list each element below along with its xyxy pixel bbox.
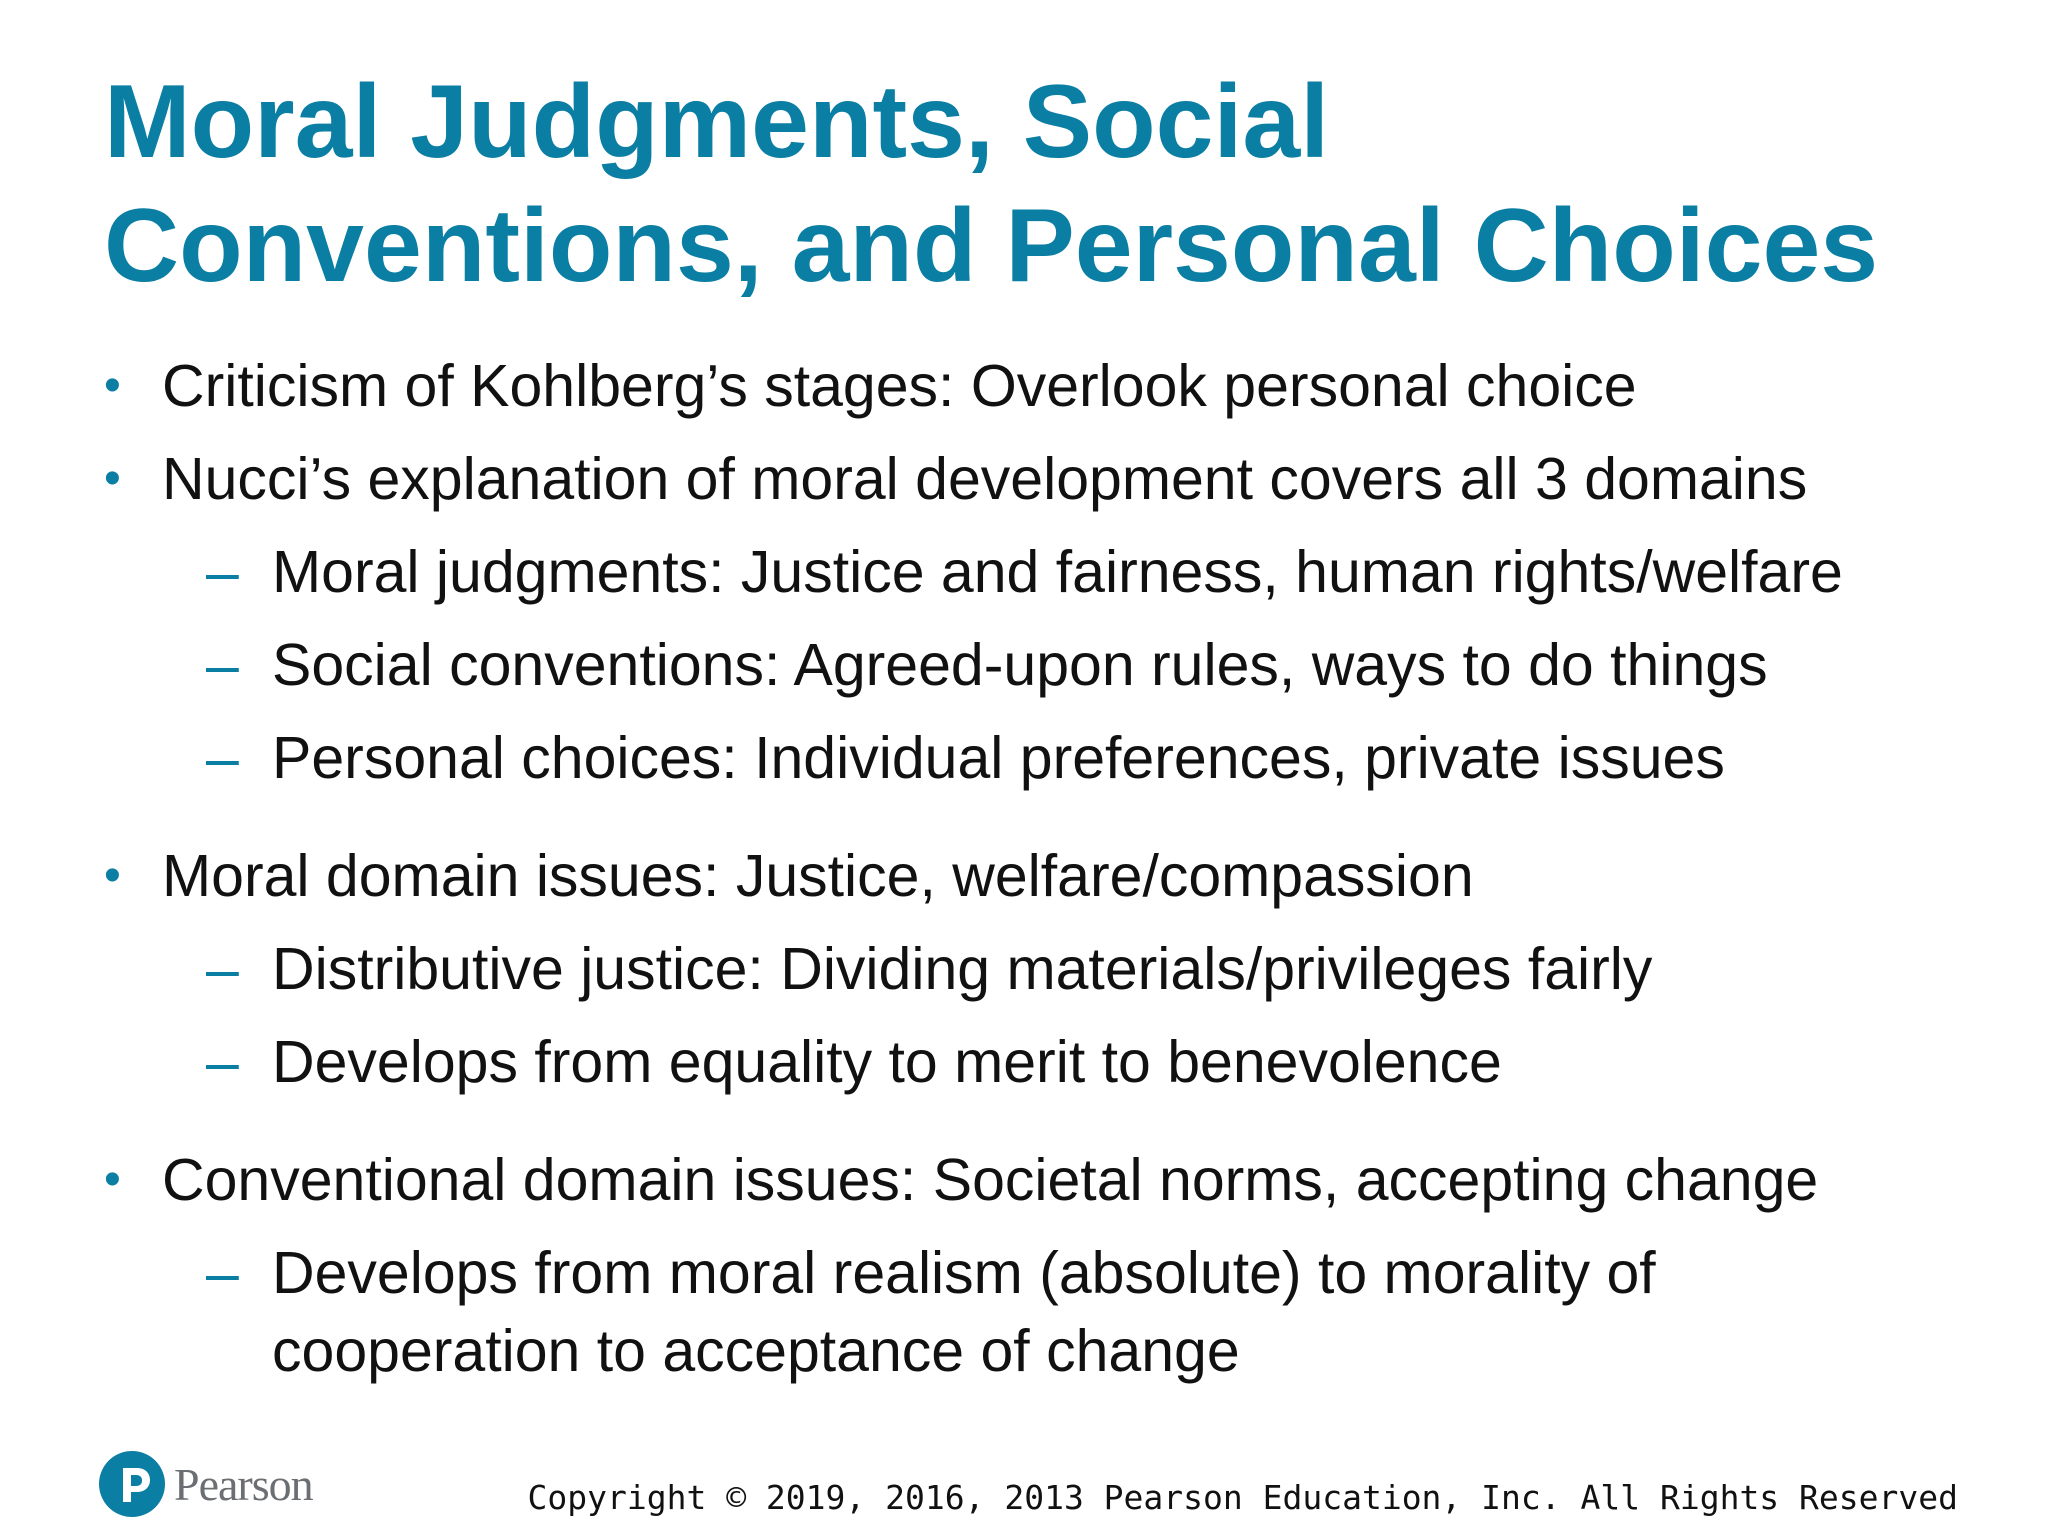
pearson-logo-text: Pearson: [174, 1458, 313, 1510]
sub-bullet-text: Distributive justice: Dividing materials/privileges fairly: [272, 936, 1653, 1002]
bullet-item: [104, 440, 2004, 533]
bullet-text: Conventional domain issues: Societal norms, accepting change: [162, 1147, 1819, 1213]
bullet-text: Nucci’s explanation of moral development covers all 3 domains: [162, 446, 1808, 512]
dash-marker: –: [206, 936, 239, 1002]
bullet-marker: •: [104, 849, 121, 902]
copyright-notice: Copyright © 2019, 2016, 2013 Pearson Education, Inc. All Rights Reserved: [527, 1478, 1958, 1517]
sub-bullet-item: [104, 719, 2004, 812]
pearson-p-logo-icon: [98, 1450, 166, 1518]
bullet-text: Criticism of Kohlberg’s stages: Overlook personal choice: [162, 353, 1637, 419]
sub-bullet-item: [104, 930, 2004, 1023]
sub-bullet-text: Develops from equality to merit to benevolence: [272, 1029, 1502, 1095]
bullet-text: Moral domain issues: Justice, welfare/compassion: [162, 843, 1474, 909]
sub-bullet-item: [104, 626, 2004, 719]
slide-title-line-2: Conventions, and Personal Choices: [104, 188, 1879, 304]
dash-marker: –: [206, 539, 239, 605]
dash-marker: –: [206, 725, 239, 791]
bullet-marker: •: [104, 1153, 121, 1206]
bullet-marker: •: [104, 359, 121, 412]
dash-marker: –: [206, 1240, 239, 1306]
bullet-item: [104, 347, 2004, 440]
dash-marker: –: [206, 632, 239, 698]
sub-bullet-item: [104, 1234, 2004, 1390]
sub-bullet-text: Personal choices: Individual preferences, private issues: [272, 725, 1725, 791]
sub-bullet-text-line-1: Develops from moral realism (absolute) to morality of: [272, 1240, 1656, 1306]
sub-bullet-item: [104, 1023, 2004, 1116]
bullet-item: [104, 837, 2004, 930]
bullet-marker: •: [104, 452, 121, 505]
dash-marker: –: [206, 1029, 239, 1095]
pearson-logo: [98, 1450, 313, 1518]
bullet-item: [104, 1141, 2004, 1234]
slide-title: [104, 60, 1984, 308]
sub-bullet-text: Moral judgments: Justice and fairness, human rights/welfare: [272, 539, 1843, 605]
slide-title-line-1: Moral Judgments, Social: [104, 64, 1330, 180]
bullet-list: [104, 347, 2004, 1390]
sub-bullet-text-line-2: cooperation to acceptance of change: [272, 1318, 1240, 1384]
sub-bullet-text: Social conventions: Agreed-upon rules, ways to do things: [272, 632, 1768, 698]
sub-bullet-item: [104, 533, 2004, 626]
